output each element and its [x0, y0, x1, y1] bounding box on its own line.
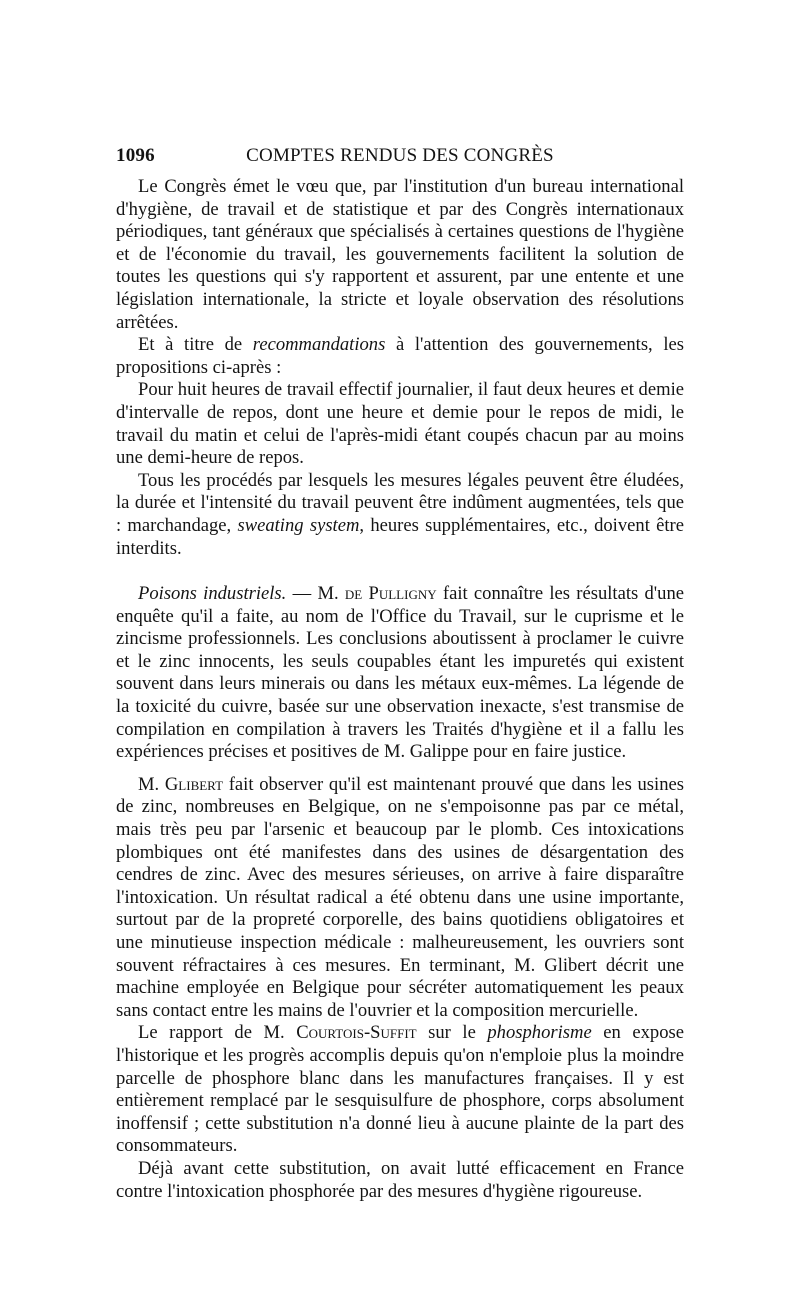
text-span: sur le — [416, 1022, 488, 1044]
body-text — [116, 176, 684, 1203]
emphasis: phosphorisme — [487, 1022, 592, 1044]
author-name: Courtois-Suffit — [296, 1022, 417, 1044]
paragraph-prohibited-procedures — [116, 470, 684, 560]
text-span: Et à titre de — [138, 334, 253, 356]
text-span: Tous les procédés par lesquels les mesures légales peuvent être éludées, la durée et l'intensité du travail peuvent être indûment augmentées, tels que : marchandage, — [116, 469, 684, 536]
section-heading: Poisons industriels. — [138, 583, 287, 605]
paragraph-industrial-poisons — [116, 583, 684, 764]
page-number: 1096 — [116, 145, 155, 166]
text-span: M. — [138, 773, 165, 795]
text-span: fait observer qu'il est maintenant prouvé que dans les usines de zinc, nombreuses en Belgique, on ne s'empoisonne pas par ce métal, mais très peu par l'arsenic et beaucoup par le plomb. Ces intoxications plombiques ont été manifestes dans des usines de désargentation des cendres de zinc. Avec des mesures sérieuses, on arrive à faire disparaître l'intoxication. Un résultat radical a été obtenu dans une usine importante, surtout par de la propreté corporelle, des bains quotidiens obligatoires et une minutieuse inspection médicale : malheureusement, les ouvriers sont souvent réfractaires à ces mesures. En terminant, M. Glibert décrit une machine employée en Belgique pour sécréter automatiquement les peaux sans contact entre les mains de l'ouvrier et la composition mercurielle. — [116, 773, 684, 1021]
paragraph-working-hours: Pour huit heures de travail effectif journalier, il faut deux heures et demie d'intervalle de repos, dont une heure et demie pour le repos de midi, le travail du matin et celui de l'après-midi étant coupés chacun par au moins une demi-heure de repos. — [116, 379, 684, 469]
text-span: , heures supplémentaires, etc., doivent être interdits. — [116, 514, 684, 559]
paragraph-congress-wish: Le Congrès émet le vœu que, par l'institution d'un bureau international d'hygiène, de travail et de statistique et par des Congrès internationaux périodiques, tant généraux que spécialisés à certaines questions de l'hygiène et de l'économie du travail, les gouvernements facilitent la solution de toutes les questions qui s'y rapportent et assurent, par une entente et une législation internationale, la stricte et loyale observation des résolutions arrêtées. — [116, 176, 684, 333]
paragraph-substitution: Déjà avant cette substitution, on avait lutté efficacement en France contre l'intoxication phosphorée par des mesures d'hygiène rigoureuse. — [116, 1157, 684, 1202]
paragraph-glibert — [116, 774, 684, 1023]
page-header — [116, 145, 684, 173]
author-name: de Pulligny — [344, 583, 437, 605]
text-span: — M. — [286, 583, 345, 605]
text-span: en expose l'historique et les progrès accomplis depuis qu'on n'emploie plus la moindre parcelle de phosphore blanc dans les manufactures françaises. Il y est entièrement remplacé par le sesquisulfure de phosphore, corps absolument inoffensif ; cette substitution n'a donné lieu à aucune plainte de la part des consommateurs. — [116, 1022, 684, 1157]
paragraph-phosphorism — [116, 1022, 684, 1158]
author-name: Glibert — [164, 773, 224, 795]
text-span: à l'attention des gouvernements, les propositions ci-après : — [116, 334, 684, 378]
text-span: Le rapport de M. — [138, 1022, 297, 1044]
emphasis: sweating system — [237, 514, 360, 536]
emphasis: recommandations — [252, 334, 386, 356]
paragraph-recommendations — [116, 334, 684, 379]
running-title: COMPTES RENDUS DES CONGRÈS — [246, 145, 554, 166]
text-span: fait connaître les résultats d'une enquête qu'il a faite, au nom de l'Office du Travail, sur le cuprisme et le zincisme professionnels. Les conclusions aboutissent à proclamer le cuivre et le zinc innocents, les seuls coupables étant les impuretés qui existent souvent dans leurs minerais ou dans les métaux eux-mêmes. La légende de la toxicité du cuivre, basée sur une observation inexacte, s'est transmise de compilation en compilation à travers les Traités d'hygiène et il a fallu les expériences précises et positives de M. Galippe pour en faire justice. — [116, 583, 684, 763]
